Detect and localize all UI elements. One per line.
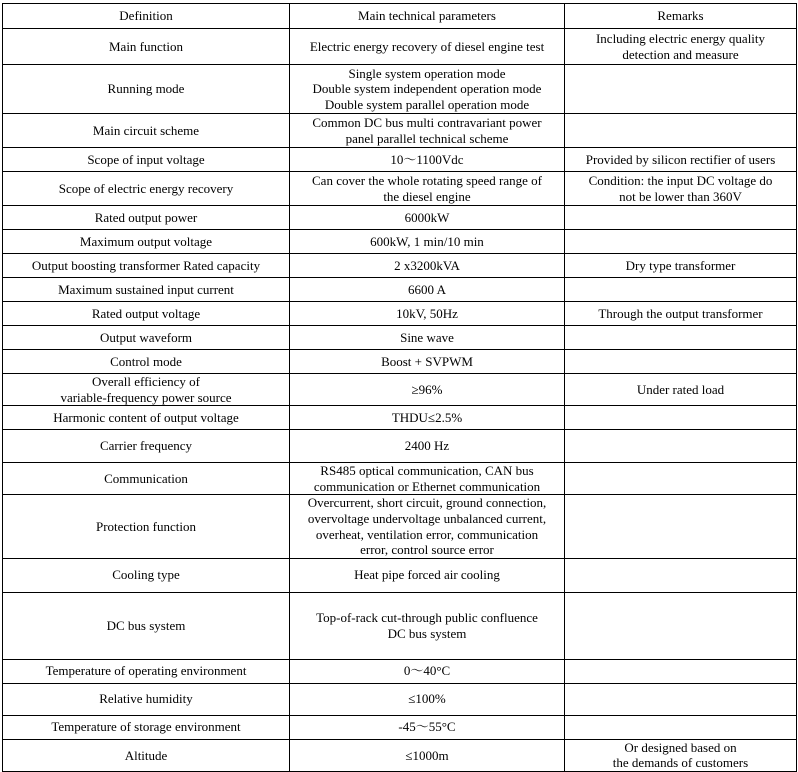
- header-remarks: Remarks: [565, 4, 797, 29]
- cell-text-line: Condition: the input DC voltage do: [588, 172, 773, 188]
- parameter-cell: [290, 114, 565, 148]
- table-row: [3, 374, 797, 406]
- cell-text-line: Provided by silicon rectifier of users: [585, 151, 776, 167]
- definition-cell: [3, 29, 290, 65]
- definition-cell: [3, 206, 290, 230]
- definition-cell: [3, 374, 290, 406]
- cell-text-line: Output waveform: [99, 329, 193, 345]
- parameter-cell: [290, 715, 565, 739]
- table-row: [3, 495, 797, 558]
- remarks-cell: [565, 114, 797, 148]
- table-row: [3, 302, 797, 326]
- parameter-cell: [290, 558, 565, 592]
- definition-cell: [3, 230, 290, 254]
- cell-text-line: Single system operation mode: [348, 65, 506, 81]
- remarks-cell: [565, 739, 797, 771]
- cell-text-line: Electric energy recovery of diesel engine test: [309, 38, 545, 54]
- definition-cell: [3, 495, 290, 558]
- cell-text-line: RS485 optical communication, CAN bus: [320, 463, 534, 479]
- cell-text-line: Communication: [104, 470, 188, 486]
- cell-text-line: DC bus system: [387, 625, 467, 641]
- parameter-cell: [290, 659, 565, 683]
- remarks-cell: [565, 302, 797, 326]
- remarks-cell: [565, 172, 797, 206]
- table-row: [3, 350, 797, 374]
- cell-text-line: Maximum sustained input current: [58, 281, 234, 297]
- definition-cell: [3, 406, 290, 430]
- cell-text-line: DC bus system: [106, 617, 186, 633]
- parameter-cell: [290, 254, 565, 278]
- definition-cell: [3, 148, 290, 172]
- cell-text-line: Protection function: [95, 518, 196, 534]
- cell-text-line: Rated output power: [94, 209, 198, 225]
- parameter-cell: [290, 29, 565, 65]
- table-body: [3, 29, 797, 772]
- cell-text-line: 600kW, 1 min/10 min: [370, 233, 484, 249]
- cell-text-line: the diesel engine: [383, 188, 471, 204]
- table-row: [3, 739, 797, 771]
- cell-text-line: Scope of input voltage: [87, 151, 205, 167]
- definition-cell: [3, 463, 290, 495]
- remarks-cell: [565, 278, 797, 302]
- table-row: [3, 592, 797, 659]
- definition-cell: [3, 592, 290, 659]
- cell-text-line: Overall efficiency of: [91, 374, 201, 389]
- definition-cell: [3, 430, 290, 463]
- remarks-cell: [565, 374, 797, 406]
- cell-text-line: communication or Ethernet communication: [313, 478, 541, 494]
- parameter-cell: [290, 430, 565, 463]
- definition-cell: [3, 659, 290, 683]
- remarks-cell: [565, 326, 797, 350]
- table-row: [3, 558, 797, 592]
- cell-text-line: Top-of-rack cut-through public confluence: [316, 610, 538, 626]
- parameter-cell: [290, 65, 565, 114]
- definition-cell: [3, 739, 290, 771]
- cell-text-line: 10kV, 50Hz: [396, 305, 458, 321]
- cell-text-line: 2400 Hz: [404, 438, 450, 454]
- cell-text-line: ≤1000m: [405, 747, 449, 763]
- remarks-cell: [565, 148, 797, 172]
- parameter-cell: [290, 683, 565, 715]
- definition-cell: [3, 114, 290, 148]
- cell-text-line: Sine wave: [400, 329, 454, 345]
- parameter-cell: [290, 592, 565, 659]
- remarks-cell: [565, 592, 797, 659]
- remarks-cell: [565, 659, 797, 683]
- parameter-cell: [290, 148, 565, 172]
- cell-text-line: Scope of electric energy recovery: [58, 180, 234, 196]
- cell-text-line: error, control source error: [360, 542, 494, 558]
- cell-text-line: Overcurrent, short circuit, ground connection,: [307, 495, 547, 511]
- remarks-cell: [565, 350, 797, 374]
- table-row: [3, 65, 797, 114]
- cell-text-line: overheat, ventilation error, communication: [315, 526, 539, 542]
- cell-text-line: 6600 A: [408, 281, 446, 297]
- remarks-cell: [565, 254, 797, 278]
- cell-text-line: ≤100%: [408, 691, 446, 707]
- cell-text-line: Altitude: [124, 747, 168, 763]
- cell-text-line: Carrier frequency: [99, 438, 193, 454]
- parameter-cell: [290, 406, 565, 430]
- header-row: [3, 4, 797, 29]
- table-row: [3, 406, 797, 430]
- remarks-cell: [565, 206, 797, 230]
- table-row: [3, 206, 797, 230]
- parameter-cell: [290, 326, 565, 350]
- cell-text-line: -45～55°C: [398, 719, 456, 735]
- remarks-cell: [565, 230, 797, 254]
- table-row: [3, 463, 797, 495]
- definition-cell: [3, 254, 290, 278]
- definition-cell: [3, 350, 290, 374]
- cell-text-line: Main function: [108, 38, 183, 54]
- cell-text-line: Harmonic content of output voltage: [53, 409, 239, 425]
- cell-text-line: Double system parallel operation mode: [324, 96, 530, 112]
- cell-text-line: ≥96%: [411, 381, 443, 397]
- cell-text-line: Through the output transformer: [598, 305, 763, 321]
- remarks-cell: [565, 463, 797, 495]
- cell-text-line: Control mode: [110, 353, 182, 369]
- parameter-cell: [290, 230, 565, 254]
- cell-text-line: Double system independent operation mode: [312, 81, 542, 97]
- cell-text-line: Including electric energy quality: [595, 30, 766, 46]
- table-row: [3, 254, 797, 278]
- table-row: [3, 172, 797, 206]
- cell-text-line: Output boosting transformer Rated capacity: [31, 257, 261, 273]
- cell-text-line: Cooling type: [112, 567, 180, 583]
- remarks-cell: [565, 495, 797, 558]
- cell-text-line: 0～40°C: [403, 663, 451, 679]
- remarks-cell: [565, 430, 797, 463]
- parameter-cell: [290, 206, 565, 230]
- cell-text-line: Rated output voltage: [91, 305, 201, 321]
- definition-cell: [3, 65, 290, 114]
- cell-text-line: Maximum output voltage: [79, 233, 213, 249]
- parameter-cell: [290, 302, 565, 326]
- cell-text-line: Running mode: [107, 81, 185, 97]
- header-definition: Definition: [3, 4, 290, 29]
- table-row: [3, 278, 797, 302]
- cell-text-line: variable-frequency power source: [60, 389, 232, 405]
- table-row: [3, 683, 797, 715]
- table-row: [3, 715, 797, 739]
- cell-text-line: the demands of customers: [612, 755, 749, 771]
- table-row: [3, 430, 797, 463]
- parameter-cell: [290, 172, 565, 206]
- definition-cell: [3, 172, 290, 206]
- cell-text-line: 6000kW: [404, 209, 450, 225]
- table-row: [3, 148, 797, 172]
- parameter-cell: [290, 278, 565, 302]
- definition-cell: [3, 302, 290, 326]
- remarks-cell: [565, 715, 797, 739]
- cell-text-line: detection and measure: [622, 46, 739, 62]
- cell-text-line: 2 x3200kVA: [394, 257, 460, 273]
- definition-cell: [3, 558, 290, 592]
- cell-text-line: Main circuit scheme: [92, 122, 200, 138]
- cell-text-line: not be lower than 360V: [619, 188, 742, 204]
- cell-text-line: Relative humidity: [99, 691, 193, 707]
- header-main-technical-parameters: Main technical parameters: [290, 4, 565, 29]
- cell-text-line: 10～1100Vdc: [390, 151, 464, 167]
- cell-text-line: THDU≤2.5%: [391, 409, 463, 425]
- remarks-cell: [565, 65, 797, 114]
- table-row: [3, 230, 797, 254]
- remarks-cell: [565, 29, 797, 65]
- cell-text-line: overvoltage undervoltage unbalanced current,: [307, 510, 547, 526]
- table-row: [3, 326, 797, 350]
- cell-text-line: panel parallel technical scheme: [345, 130, 509, 146]
- table-row: [3, 659, 797, 683]
- cell-text-line: Common DC bus multi contravariant power: [312, 114, 542, 130]
- cell-text-line: Under rated load: [636, 381, 725, 397]
- definition-cell: [3, 278, 290, 302]
- cell-text-line: Can cover the whole rotating speed range of: [312, 172, 542, 188]
- definition-cell: [3, 326, 290, 350]
- cell-text-line: Temperature of storage environment: [51, 719, 241, 735]
- remarks-cell: [565, 683, 797, 715]
- definition-cell: [3, 715, 290, 739]
- parameter-cell: [290, 463, 565, 495]
- technical-parameters-table: [2, 3, 797, 772]
- parameter-cell: [290, 495, 565, 558]
- table-row: [3, 114, 797, 148]
- remarks-cell: [565, 406, 797, 430]
- cell-text-line: Temperature of operating environment: [45, 663, 247, 679]
- cell-text-line: Dry type transformer: [625, 257, 736, 273]
- table-header: [3, 4, 797, 29]
- cell-text-line: Heat pipe forced air cooling: [354, 567, 500, 583]
- table-row: [3, 29, 797, 65]
- parameter-cell: [290, 374, 565, 406]
- cell-text-line: Or designed based on: [624, 739, 737, 755]
- definition-cell: [3, 683, 290, 715]
- cell-text-line: Boost + SVPWM: [381, 353, 473, 369]
- remarks-cell: [565, 558, 797, 592]
- parameter-cell: [290, 350, 565, 374]
- parameter-cell: [290, 739, 565, 771]
